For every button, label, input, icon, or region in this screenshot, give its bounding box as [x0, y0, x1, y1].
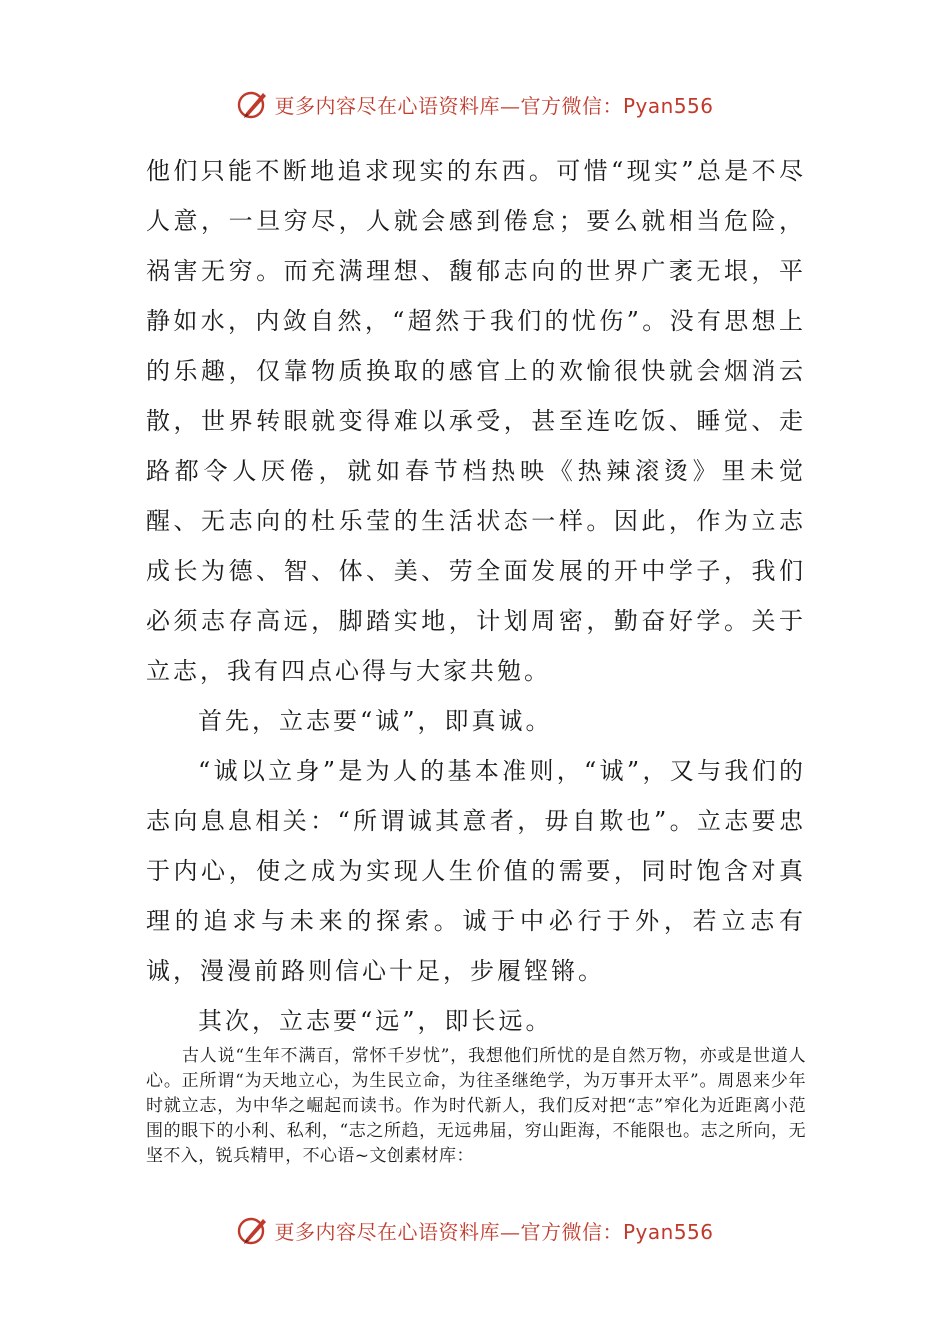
small-paragraph: 古人说“生年不满百，常怀千岁忧”，我想他们所忧的是自然万物，亦或是世道人心。正所谓“为天地立心，为生民立命，为往圣继绝学，为万事开太平”。周恩来少年时就立志，为中华之崛起而读书。作为时代新人，我们反对把“志”窄化为近距离小范围的眼下的小利、私利，“志之所趋，无远弗届，穷山距海，不能限也。志之所向，无坚不入，锐兵精甲，不心语~文创素材库： [146, 1046, 806, 1166]
wechat-id: Pyan556 [622, 93, 714, 118]
wechat-id: Pyan556 [622, 1219, 714, 1244]
header-banner [0, 84, 950, 124]
banner-text [274, 1216, 713, 1245]
paragraph-2: 首先，立志要“诚”，即真诚。 [198, 707, 553, 735]
paragraph-4: 其次，立志要“远”，即长远。 [198, 1007, 553, 1035]
footer-banner [0, 1210, 950, 1250]
pen-logo-icon [236, 87, 270, 121]
banner-label: 更多内容尽在心语资料库—官方微信： [274, 93, 623, 118]
banner-label: 更多内容尽在心语资料库—官方微信： [274, 1219, 623, 1244]
pen-logo-icon [236, 1213, 270, 1247]
article-body [146, 146, 806, 1046]
paragraph-3: “诚以立身”是为人的基本准则，“诚”，又与我们的志向息息相关：“所谓诚其意者，毋自欺也”。立志要忠于内心，使之成为实现人生价值的需要，同时饱含对真理的追求与未来的探索。诚于中必行于外，若立志有诚，漫漫前路则信心十足，步履铿锵。 [146, 757, 806, 985]
banner-text [274, 90, 713, 119]
paragraph-1: 他们只能不断地追求现实的东西。可惜“现实”总是不尽人意，一旦穷尽，人就会感到倦怠；要么就相当危险，祸害无穷。而充满理想、馥郁志向的世界广袤无垠，平静如水，内敛自然，“超然于我们的忧伤”。没有思想上的乐趣，仅靠物质换取的感官上的欢愉很快就会烟消云散，世界转眼就变得难以承受，甚至连吃饭、睡觉、走路都令人厌倦，就如春节档热映《热辣滚烫》里未觉醒、无志向的杜乐莹的生活状态一样。因此，作为立志成长为德、智、体、美、劳全面发展的开中学子，我们必须志存高远，脚踏实地，计划周密，勤奋好学。关于立志，我有四点心得与大家共勉。 [146, 157, 806, 685]
